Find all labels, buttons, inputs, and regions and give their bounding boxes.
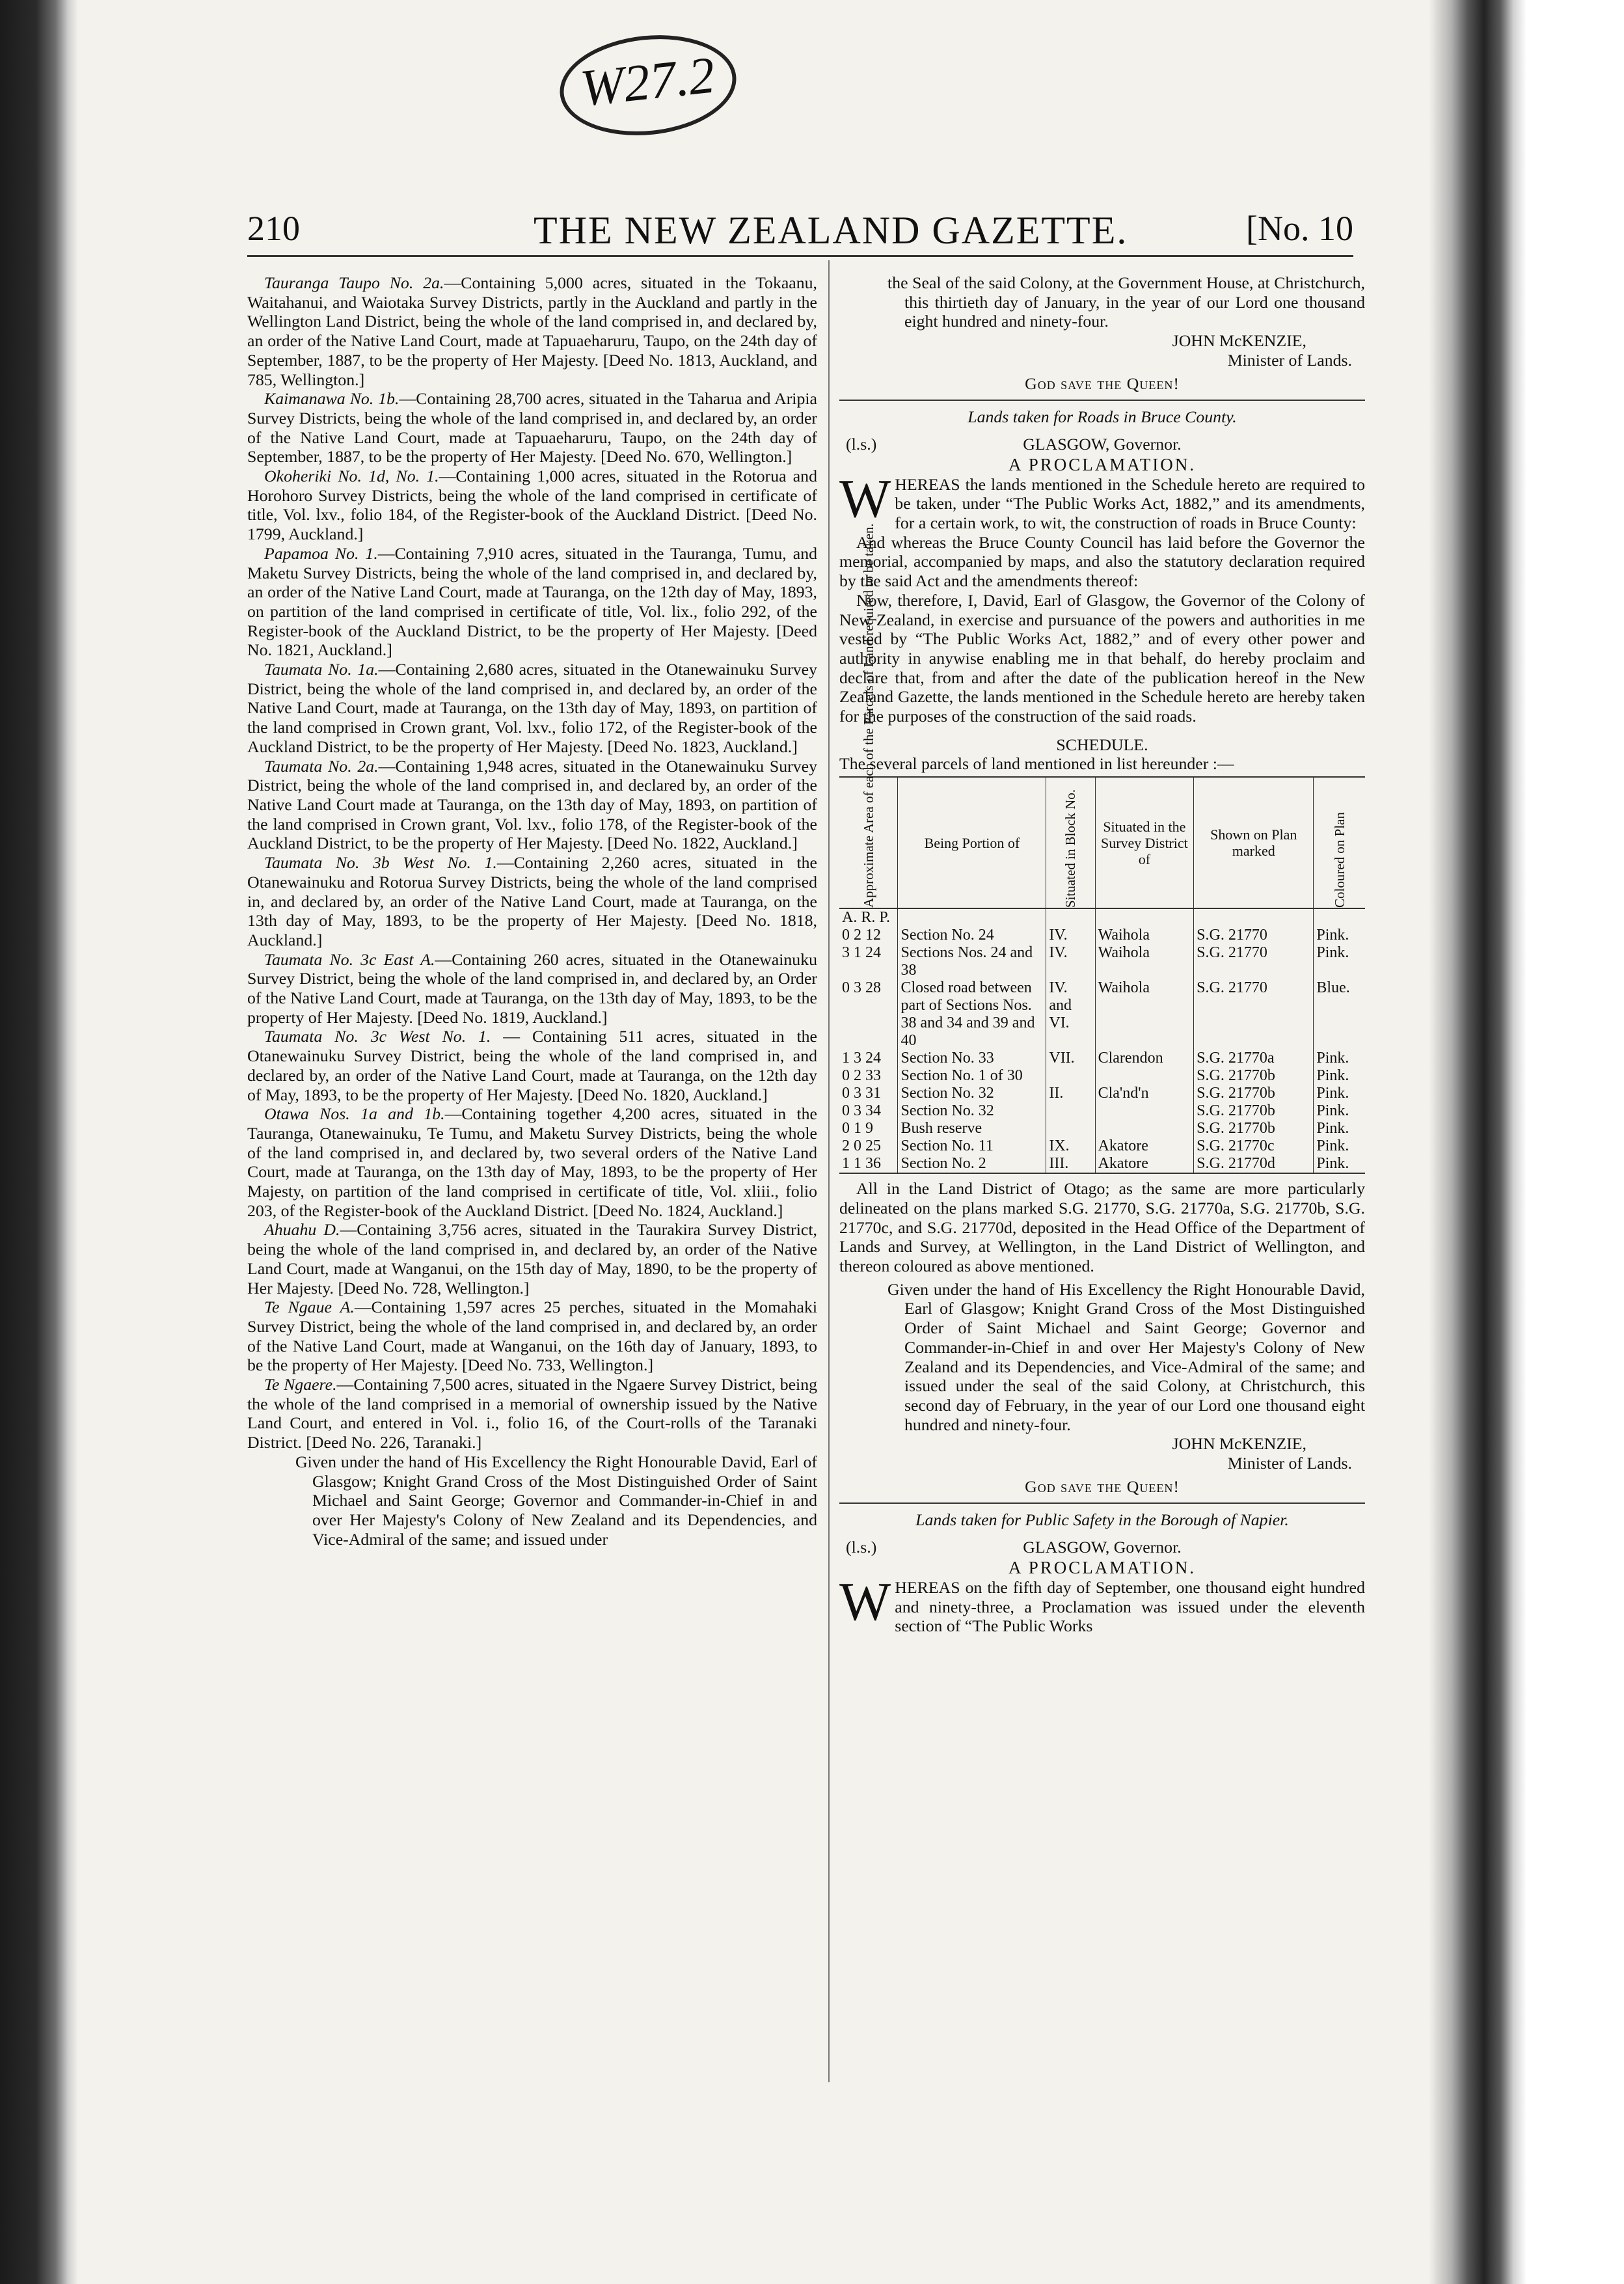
handwritten-stamp: W27.2 (555, 27, 741, 144)
table-row: 2 0 25 Section No. 11 IX. Akatore S.G. 21770c Pink. (839, 1137, 1365, 1155)
proclamation-title: A PROCLAMATION. (1008, 454, 1197, 474)
land-entry: Taumata No. 3b West No. 1.—Containing 2,260 acres, situated in the Otanewainuku and Rotorua Survey Districts, being the whole of the land comprised in, and declared by, an order of the Native Land Court, made at Tauranga, on the 13th day of May, 1893, to be the property of Her Majesty. [Deed No. 1818, Auckland.] (247, 853, 817, 949)
table-row: 0 2 33 Section No. 1 of 30 S.G. 21770b Pink. (839, 1067, 1365, 1085)
drop-cap: W (839, 468, 891, 529)
table-row: 0 3 28 Closed road between part of Sections Nos. 38 and 34 and 39 and 40 IV. and VI. Waihola S.G. 21770 Blue. (839, 979, 1365, 1050)
land-entry: Te Ngaue A.—Containing 1,597 acres 25 perches, situated in the Momahaki Survey District, being the whole of the land comprised in, and declared by, an order of the Native Land Court, made at Wanganui, on the 16th day of January, 1893, to be the property of Her Majesty. [Deed No. 733, Wellington.] (247, 1298, 818, 1375)
schedule-title: SCHEDULE. (1056, 735, 1148, 754)
section-rule (839, 1502, 1365, 1504)
proclamation-title: A PROCLAMATION. (1008, 1558, 1197, 1578)
left-column (247, 273, 817, 1549)
header-portion: Being Portion of (898, 777, 1046, 908)
drop-cap: W (839, 1571, 891, 1632)
governor-signature: GLASGOW, Governor. (1023, 434, 1182, 454)
land-entry: Papamoa No. 1.—Containing 7,910 acres, situated in the Tauranga, Tumu, and Maketu Survey Districts, being the whole of the land comprised in, and declared by, an order of the Native Land Court, made at Tauranga, on the 12th day of May, 1893, on partition of the land comprised in certificate of title, Vol. lix., folio 292, of the Register-book of the Auckland District, to be the property of Her Majesty. [Deed No. 1821, Auckland.] (247, 543, 817, 660)
signatory-title: Minister of Lands. (1227, 350, 1352, 370)
given-under-hand: Given under the hand of His Excellency the Right Honourable David, Earl of Glasgow; Knight Grand Cross of the Most Distinguished Order of Saint Michael and Saint George; Governor and Commander-in-Chief in and over Her Majesty's Colony of New Zealand and its Dependencies, and Vice-Admiral of the same; and issued under the seal of the said Colony, at Christchurch, this second day of February, in the year of our Lord one thousand eight hundred and ninety-four. (887, 1279, 1365, 1434)
table-row: 0 2 12 Section No. 24 IV. Waihola S.G. 21770 Pink. (839, 927, 1365, 944)
signatory-title: Minister of Lands. (1227, 1454, 1352, 1473)
running-head (247, 208, 1353, 260)
header-area: Approximate Area of each of the Parcels of Land required to be taken. (860, 523, 876, 908)
scan-left-edge (0, 0, 78, 2284)
given-under-hand: Given under the hand of His Excellency the Right Honourable David, Earl of Glasgow; Knight Grand Cross of the Most Distinguished Order of Saint Michael and Saint George; Governor and Commander-in-Chief in and over Her Majesty's Colony of New Zealand and its Dependencies, and Vice-Admiral of the same; and issued under (295, 1452, 817, 1549)
table-row: 3 1 24 Sections Nos. 24 and 38 IV. Waihola S.G. 21770 Pink. (839, 944, 1365, 979)
units-label: A. R. P. (842, 909, 891, 927)
land-entry: Taumata No. 1a.—Containing 2,680 acres, situated in the Otanewainuku Survey District, being the whole of the land comprised in, and declared by, an order of the Native Land Court, made at Tauranga, on the 13th day of May, 1893, on partition of the land comprised in Crown grant, Vol. lxv., folio 172, of the Register-book of the Auckland District, to be the property of Her Majesty. [Deed No. 1823, Auckland.] (247, 660, 817, 756)
issue-number: [No. 10 (1246, 209, 1353, 248)
table-row: 0 1 9 Bush reserve S.G. 21770b Pink. (839, 1120, 1365, 1137)
god-save-queen: God save the Queen! (1025, 1476, 1180, 1496)
header-block: Situated in Block No. (1046, 777, 1095, 908)
land-entry: Taumata No. 3c East A.—Containing 260 acres, situated in the Otanewainuku Survey District, being the whole of the land comprised in, and declared by, an Order of the Native Land Court, made at Tauranga, on the 13th day of May, 1893, to be the property of Her Majesty. [Deed No. 1819, Auckland.] (247, 949, 817, 1027)
gazette-title: THE NEW ZEALAND GAZETTE. (534, 209, 1128, 252)
table-row: 1 1 36 Section No. 2 III. Akatore S.G. 21770d Pink. (839, 1155, 1365, 1173)
right-column (839, 273, 1365, 1636)
table-header-row (839, 777, 1365, 908)
signatory-name: JOHN McKENZIE, (1172, 1434, 1306, 1454)
schedule-intro: The several parcels of land mentioned in list hereunder :— (839, 754, 1234, 774)
seal-ls: (l.s.) (846, 1538, 877, 1557)
god-save-queen: God save the Queen! (1025, 374, 1180, 393)
proclamation-paragraph: And whereas the Bruce County Council has laid before the Governor the memorial, accompanied by maps, and also the statutory declaration required by the said Act and the amendments thereof: (839, 532, 1365, 591)
page-number: 210 (247, 209, 300, 248)
section-heading-napier: Lands taken for Public Safety in the Borough of Napier. (915, 1510, 1289, 1530)
table-row: 0 3 31 Section No. 32 II. Cla'nd'n S.G. 21770b Pink. (839, 1085, 1365, 1102)
header-colour: Coloured on Plan (1314, 777, 1365, 908)
seal-continuation: the Seal of the said Colony, at the Government House, at Christchurch, this thirtieth day of January, in the year of our Lord one thousand eight hundred and ninety-four. (887, 273, 1365, 331)
signatory-name: JOHN McKENZIE, (1172, 331, 1306, 351)
section-heading-bruce: Lands taken for Roads in Bruce County. (968, 407, 1237, 427)
proclamation-header (839, 1538, 1365, 1558)
land-entry: Kaimanawa No. 1b.—Containing 28,700 acres, situated in the Taharua and Aripia Survey Districts, being the whole of the land comprised in, and declared by, an order of the Native Land Court, made at Tapuaeharuru, Taupo, on the 24th day of September, 1887, to be the property of Her Majesty. [Deed No. 670, Wellington.] (247, 389, 817, 467)
table-row: 0 3 34 Section No. 32 S.G. 21770b Pink. (839, 1102, 1365, 1120)
governor-signature: GLASGOW, Governor. (1023, 1538, 1182, 1557)
proclamation-paragraph: Now, therefore, I, David, Earl of Glasgow, the Governor of the Colony of New Zealand, in exercise and pursuance of the powers and authorities in me vested by “The Public Works Act, 1882,” and of every other power and authority in anywise enabling me in that behalf, do hereby proclaim and declare that, from and after the date of the publication hereof in the New Zealand Gazette, the lands mentioned in the Schedule hereto are hereby taken for the purposes of the construction of the said roads. (839, 590, 1365, 726)
proclamation-header (839, 435, 1365, 455)
proclamation-paragraph: WHEREAS on the fifth day of September, one thousand eight hundred and ninety-three, a Proclamation was issued under the eleventh section of “The Public Works (839, 1571, 1365, 1636)
land-entry: Otawa Nos. 1a and 1b.—Containing together 4,200 acres, situated in the Tauranga, Otanewainuku, Te Tumu, and Maketu Survey Districts, being the whole of the land comprised in, and declared by, two several orders of the Native Land Court, made at Tauranga, on the 13th day of May, 1893, to be the property of Her Majesty, on partition of the land comprised in certificate of title, Vol. xliii., folio 203, of the Register-book of the Auckland District. [Deed No. 1824, Auckland.] (247, 1104, 817, 1220)
land-entry: Taumata No. 3c West No. 1. — Containing 511 acres, situated in the Otanewainuku Survey District, being the whole of the land comprised in, and declared by, an order of the Native Land Court, made at Tauranga, on the 12th day of May, 1893, to be the property of Her Majesty. [Deed No. 1820, Auckland.] (247, 1027, 817, 1104)
land-entry: Ahuahu D.—Containing 3,756 acres, situated in the Taurakira Survey District, being the whole of the land comprised in, and declared by, an order of the Native Land Court, made at Wanganui, on the 15th day of May, 1890, to be the property of Her Majesty. [Deed No. 728, Wellington.] (247, 1220, 817, 1298)
seal-ls: (l.s.) (846, 434, 877, 454)
table-row: 1 3 24 Section No. 33 VII. Clarendon S.G. 21770a Pink. (839, 1050, 1365, 1067)
header-plan: Shown on Plan marked (1194, 777, 1314, 908)
table-units-row (839, 908, 1365, 927)
section-rule (839, 400, 1365, 401)
scan-right-edge (1429, 0, 1624, 2284)
land-entry: Okoheriki No. 1d, No. 1.—Containing 1,000 acres, situated in the Rotorua and Horohoro Survey Districts, being the whole of the land comprised in certificate of title, Vol. lxv., folio 184, of the Register-book of the Auckland District. [Deed No. 1799, Auckland.] (247, 467, 817, 544)
land-entry: Te Ngaere.—Containing 7,500 acres, situated in the Ngaere Survey District, being the whole of the land comprised in a memorial of ownership issued by the Native Land Court, and entered in Vol. i., folio 16, of the Court-rolls of the Taranaki District. [Deed No. 226, Taranaki.] (247, 1375, 818, 1452)
header-district: Situated in the Survey District of (1095, 777, 1194, 908)
land-entry: Tauranga Taupo No. 2a.—Containing 5,000 acres, situated in the Tokaanu, Waitahanui, and Waiotaka Survey Districts, partly in the Auckland and partly in the Wellington Land District, being the whole of the land comprised in, and declared by, an order of the Native Land Court, made at Tapuaeharuru, Taupo, on the 24th day of September, 1887, to be the property of Her Majesty. [Deed No. 1813, Auckland, and 785, Wellington.] (247, 273, 817, 389)
proclamation-paragraph: WHEREAS the lands mentioned in the Schedule hereto are required to be taken, under “The Public Works Act, 1882,” and its amendments, for a certain work, to wit, the construction of roads in Bruce County: (839, 468, 1365, 533)
header-rule (247, 255, 1353, 257)
land-district-note: All in the Land District of Otago; as the same are more particularly delineated on the plans marked S.G. 21770, S.G. 21770a, S.G. 21770b, S.G. 21770c, and S.G. 21770d, deposited in the Head Office of the Department of Lands and Survey, at Wellington, in the Land District of Wellington, and thereon coloured as above mentioned. (839, 1179, 1365, 1275)
column-rule (828, 260, 830, 2082)
land-entry: Taumata No. 2a.—Containing 1,948 acres, situated in the Otanewainuku Survey District, being the whole of the land comprised in, and declared by, an order of the Native Land Court made at Tauranga, on the 13th day of May, 1893, on partition of the land comprised in Crown grant, Vol. lxv., folio 178, of the Register-book of the Auckland District, to be the property of Her Majesty. [Deed No. 1822, Auckland.] (247, 756, 817, 853)
